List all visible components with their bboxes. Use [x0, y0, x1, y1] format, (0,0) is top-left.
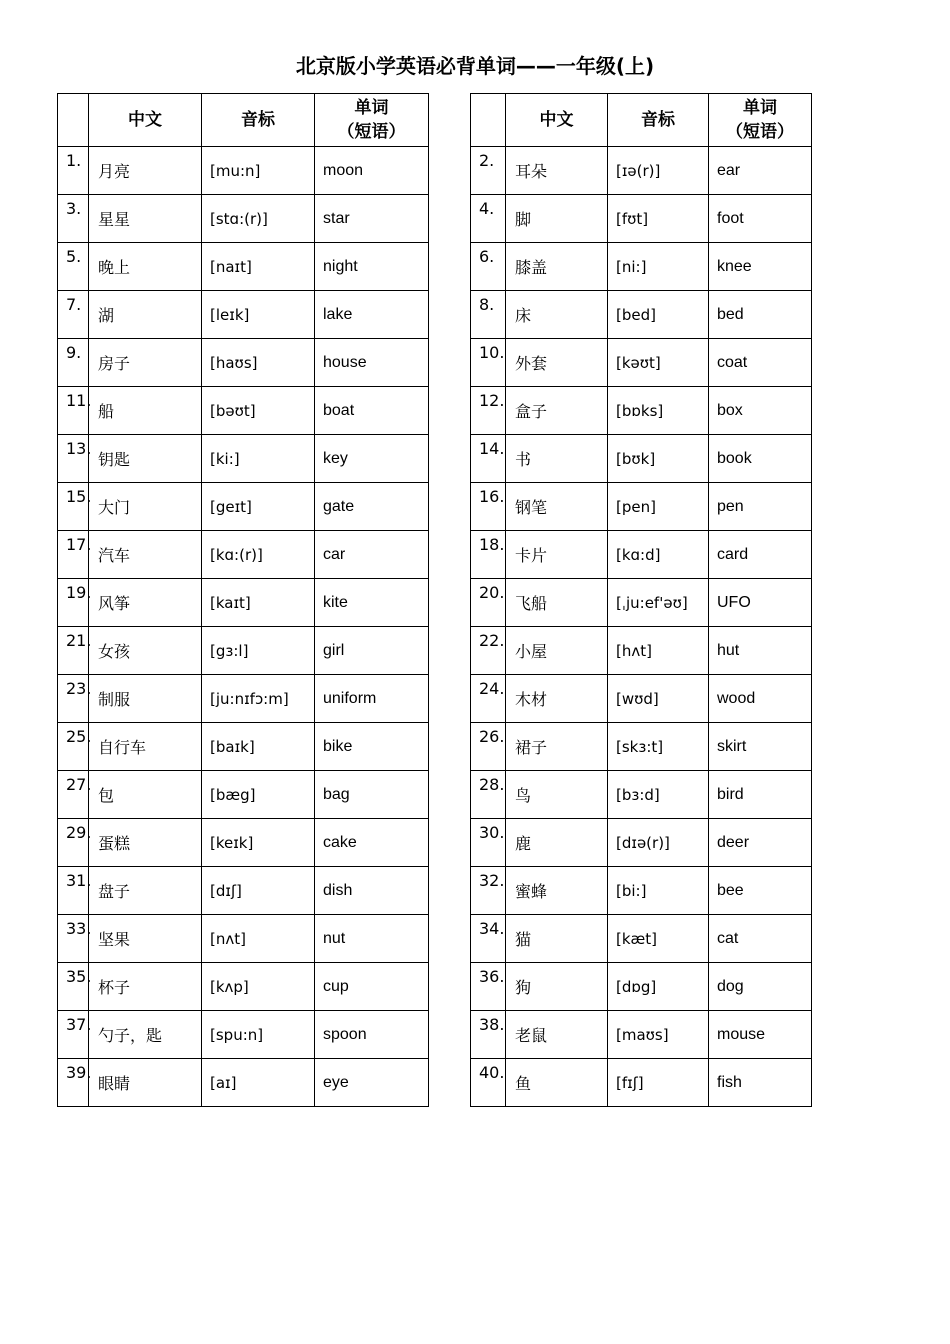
- chinese-cell: 勺子，匙: [89, 1011, 202, 1059]
- chinese-cell: 猫: [506, 915, 608, 963]
- chinese-cell: 晚上: [89, 243, 202, 291]
- vocab-table-left: [57, 93, 429, 1107]
- chinese-cell: 鱼: [506, 1059, 608, 1107]
- row-number: 26.: [471, 723, 506, 771]
- chinese-cell: 汽车: [89, 531, 202, 579]
- english-word-cell: hut: [709, 627, 812, 675]
- table-row: [58, 339, 429, 387]
- chinese-cell: 书: [506, 435, 608, 483]
- phonetic-cell: [ki:]: [202, 435, 315, 483]
- chinese-cell: 自行车: [89, 723, 202, 771]
- chinese-cell: 膝盖: [506, 243, 608, 291]
- header-word: [315, 94, 429, 147]
- phonetic-cell: [naɪt]: [202, 243, 315, 291]
- chinese-cell: 钢笔: [506, 483, 608, 531]
- table-header-row: [471, 94, 812, 147]
- table-row: [471, 819, 812, 867]
- chinese-cell: 卡片: [506, 531, 608, 579]
- row-number: 25.: [58, 723, 89, 771]
- chinese-cell: 制服: [89, 675, 202, 723]
- row-number: 33.: [58, 915, 89, 963]
- table-body-right: [471, 147, 812, 1107]
- english-word-cell: knee: [709, 243, 812, 291]
- english-word-cell: cake: [315, 819, 429, 867]
- row-number: 16.: [471, 483, 506, 531]
- english-word-cell: cat: [709, 915, 812, 963]
- english-word-cell: moon: [315, 147, 429, 195]
- english-word-cell: key: [315, 435, 429, 483]
- row-number: 15.: [58, 483, 89, 531]
- english-word-cell: bee: [709, 867, 812, 915]
- row-number: 8.: [471, 291, 506, 339]
- english-word-cell: wood: [709, 675, 812, 723]
- row-number: 11.: [58, 387, 89, 435]
- english-word-cell: night: [315, 243, 429, 291]
- chinese-cell: 包: [89, 771, 202, 819]
- phonetic-cell: [bæg]: [202, 771, 315, 819]
- chinese-cell: 月亮: [89, 147, 202, 195]
- table-row: [471, 243, 812, 291]
- english-word-cell: bed: [709, 291, 812, 339]
- english-word-cell: coat: [709, 339, 812, 387]
- english-word-cell: fish: [709, 1059, 812, 1107]
- phonetic-cell: [baɪk]: [202, 723, 315, 771]
- phonetic-cell: [gɜ:l]: [202, 627, 315, 675]
- chinese-cell: 盘子: [89, 867, 202, 915]
- phonetic-cell: [kæt]: [608, 915, 709, 963]
- phonetic-cell: [pen]: [608, 483, 709, 531]
- chinese-cell: 星星: [89, 195, 202, 243]
- table-row: [471, 1011, 812, 1059]
- table-row: [58, 963, 429, 1011]
- english-word-cell: spoon: [315, 1011, 429, 1059]
- english-word-cell: uniform: [315, 675, 429, 723]
- chinese-cell: 蜜蜂: [506, 867, 608, 915]
- row-number: 21.: [58, 627, 89, 675]
- chinese-cell: 蛋糕: [89, 819, 202, 867]
- row-number: 9.: [58, 339, 89, 387]
- english-word-cell: mouse: [709, 1011, 812, 1059]
- table-row: [471, 435, 812, 483]
- table-row: [471, 627, 812, 675]
- english-word-cell: skirt: [709, 723, 812, 771]
- table-row: [58, 483, 429, 531]
- phonetic-cell: [skɜ:t]: [608, 723, 709, 771]
- phonetic-cell: [kʌp]: [202, 963, 315, 1011]
- table-row: [58, 867, 429, 915]
- chinese-cell: 鹿: [506, 819, 608, 867]
- table-row: [58, 531, 429, 579]
- row-number: 23.: [58, 675, 89, 723]
- english-word-cell: bike: [315, 723, 429, 771]
- chinese-cell: 风筝: [89, 579, 202, 627]
- phonetic-cell: [bed]: [608, 291, 709, 339]
- row-number: 20.: [471, 579, 506, 627]
- phonetic-cell: [nʌt]: [202, 915, 315, 963]
- english-word-cell: bird: [709, 771, 812, 819]
- chinese-cell: 船: [89, 387, 202, 435]
- row-number: 22.: [471, 627, 506, 675]
- row-number: 32.: [471, 867, 506, 915]
- phonetic-cell: [ɪə(r)]: [608, 147, 709, 195]
- phonetic-cell: [leɪk]: [202, 291, 315, 339]
- table-row: [471, 195, 812, 243]
- english-word-cell: kite: [315, 579, 429, 627]
- english-word-cell: UFO: [709, 579, 812, 627]
- phonetic-cell: [keɪk]: [202, 819, 315, 867]
- english-word-cell: house: [315, 339, 429, 387]
- phonetic-cell: [dɪʃ]: [202, 867, 315, 915]
- header-word-line2: （短语）: [337, 122, 406, 142]
- phonetic-cell: [ni:]: [608, 243, 709, 291]
- phonetic-cell: [dɪə(r)]: [608, 819, 709, 867]
- row-number: 4.: [471, 195, 506, 243]
- english-word-cell: nut: [315, 915, 429, 963]
- english-word-cell: girl: [315, 627, 429, 675]
- english-word-cell: box: [709, 387, 812, 435]
- table-row: [58, 1011, 429, 1059]
- table-row: [471, 339, 812, 387]
- table-row: [471, 915, 812, 963]
- header-phonetic: 音标: [608, 94, 709, 147]
- row-number: 17.: [58, 531, 89, 579]
- row-number: 37.: [58, 1011, 89, 1059]
- row-number: 28.: [471, 771, 506, 819]
- phonetic-cell: [wʊd]: [608, 675, 709, 723]
- english-word-cell: star: [315, 195, 429, 243]
- table-row: [58, 243, 429, 291]
- table-header-row: [58, 94, 429, 147]
- chinese-cell: 大门: [89, 483, 202, 531]
- phonetic-cell: [geɪt]: [202, 483, 315, 531]
- english-word-cell: gate: [315, 483, 429, 531]
- chinese-cell: 裙子: [506, 723, 608, 771]
- row-number: 14.: [471, 435, 506, 483]
- table-row: [58, 627, 429, 675]
- chinese-cell: 湖: [89, 291, 202, 339]
- row-number: 24.: [471, 675, 506, 723]
- table-row: [58, 147, 429, 195]
- phonetic-cell: [kɑ:d]: [608, 531, 709, 579]
- row-number: 12.: [471, 387, 506, 435]
- phonetic-cell: [hʌt]: [608, 627, 709, 675]
- phonetic-cell: [fɪʃ]: [608, 1059, 709, 1107]
- table-row: [58, 675, 429, 723]
- row-number: 31.: [58, 867, 89, 915]
- row-number: 38.: [471, 1011, 506, 1059]
- table-row: [471, 147, 812, 195]
- phonetic-cell: [maʊs]: [608, 1011, 709, 1059]
- english-word-cell: ear: [709, 147, 812, 195]
- row-number: 7.: [58, 291, 89, 339]
- chinese-cell: 耳朵: [506, 147, 608, 195]
- chinese-cell: 钥匙: [89, 435, 202, 483]
- page-title: 北京版小学英语必背单词——一年级(上): [295, 54, 655, 78]
- table-row: [58, 723, 429, 771]
- header-word: [709, 94, 812, 147]
- english-word-cell: dog: [709, 963, 812, 1011]
- english-word-cell: bag: [315, 771, 429, 819]
- chinese-cell: 盒子: [506, 387, 608, 435]
- header-number: [58, 94, 89, 147]
- header-word-line1: 单词: [354, 98, 389, 118]
- row-number: 40.: [471, 1059, 506, 1107]
- english-word-cell: eye: [315, 1059, 429, 1107]
- table-row: [471, 963, 812, 1011]
- header-chinese: 中文: [506, 94, 608, 147]
- phonetic-cell: [bʊk]: [608, 435, 709, 483]
- phonetic-cell: [haʊs]: [202, 339, 315, 387]
- table-row: [58, 195, 429, 243]
- row-number: 30.: [471, 819, 506, 867]
- chinese-cell: 狗: [506, 963, 608, 1011]
- header-word-line2: （短语）: [726, 122, 794, 142]
- table-row: [58, 435, 429, 483]
- table-row: [58, 579, 429, 627]
- table-row: [58, 1059, 429, 1107]
- phonetic-cell: [spu:n]: [202, 1011, 315, 1059]
- table-row: [471, 771, 812, 819]
- chinese-cell: 脚: [506, 195, 608, 243]
- phonetic-cell: [aɪ]: [202, 1059, 315, 1107]
- row-number: 39.: [58, 1059, 89, 1107]
- header-chinese: 中文: [89, 94, 202, 147]
- phonetic-cell: [bəʊt]: [202, 387, 315, 435]
- table-row: [471, 291, 812, 339]
- phonetic-cell: [bi:]: [608, 867, 709, 915]
- phonetic-cell: [mu:n]: [202, 147, 315, 195]
- english-word-cell: lake: [315, 291, 429, 339]
- table-row: [471, 1059, 812, 1107]
- row-number: 29.: [58, 819, 89, 867]
- chinese-cell: 坚果: [89, 915, 202, 963]
- row-number: 1.: [58, 147, 89, 195]
- chinese-cell: 女孩: [89, 627, 202, 675]
- english-word-cell: cup: [315, 963, 429, 1011]
- vocab-table-right: [470, 93, 812, 1107]
- row-number: 5.: [58, 243, 89, 291]
- table-row: [471, 483, 812, 531]
- chinese-cell: 房子: [89, 339, 202, 387]
- row-number: 6.: [471, 243, 506, 291]
- header-number: [471, 94, 506, 147]
- row-number: 36.: [471, 963, 506, 1011]
- chinese-cell: 床: [506, 291, 608, 339]
- phonetic-cell: [kaɪt]: [202, 579, 315, 627]
- table-row: [58, 291, 429, 339]
- english-word-cell: foot: [709, 195, 812, 243]
- chinese-cell: 老鼠: [506, 1011, 608, 1059]
- row-number: 2.: [471, 147, 506, 195]
- english-word-cell: pen: [709, 483, 812, 531]
- table-row: [58, 387, 429, 435]
- english-word-cell: card: [709, 531, 812, 579]
- phonetic-cell: [ju:nɪfɔ:m]: [202, 675, 315, 723]
- header-phonetic: 音标: [202, 94, 315, 147]
- english-word-cell: car: [315, 531, 429, 579]
- english-word-cell: dish: [315, 867, 429, 915]
- row-number: 35.: [58, 963, 89, 1011]
- row-number: 27.: [58, 771, 89, 819]
- chinese-cell: 飞船: [506, 579, 608, 627]
- chinese-cell: 鸟: [506, 771, 608, 819]
- header-word-line1: 单词: [743, 98, 777, 118]
- english-word-cell: book: [709, 435, 812, 483]
- phonetic-cell: [kəʊt]: [608, 339, 709, 387]
- chinese-cell: 杯子: [89, 963, 202, 1011]
- phonetic-cell: [dɒg]: [608, 963, 709, 1011]
- table-row: [58, 771, 429, 819]
- phonetic-cell: [kɑ:(r)]: [202, 531, 315, 579]
- table-row: [471, 387, 812, 435]
- phonetic-cell: [fʊt]: [608, 195, 709, 243]
- row-number: 3.: [58, 195, 89, 243]
- row-number: 34.: [471, 915, 506, 963]
- english-word-cell: deer: [709, 819, 812, 867]
- row-number: 13.: [58, 435, 89, 483]
- table-row: [471, 531, 812, 579]
- phonetic-cell: [bɒks]: [608, 387, 709, 435]
- table-row: [58, 819, 429, 867]
- table-row: [471, 675, 812, 723]
- row-number: 18.: [471, 531, 506, 579]
- chinese-cell: 眼睛: [89, 1059, 202, 1107]
- phonetic-cell: [ˌju:ef'əʊ]: [608, 579, 709, 627]
- table-row: [471, 867, 812, 915]
- table-row: [471, 579, 812, 627]
- chinese-cell: 木材: [506, 675, 608, 723]
- table-row: [471, 723, 812, 771]
- phonetic-cell: [stɑ:(r)]: [202, 195, 315, 243]
- chinese-cell: 小屋: [506, 627, 608, 675]
- table-row: [58, 915, 429, 963]
- row-number: 19.: [58, 579, 89, 627]
- chinese-cell: 外套: [506, 339, 608, 387]
- phonetic-cell: [bɜ:d]: [608, 771, 709, 819]
- row-number: 10.: [471, 339, 506, 387]
- table-body-left: [58, 147, 429, 1107]
- english-word-cell: boat: [315, 387, 429, 435]
